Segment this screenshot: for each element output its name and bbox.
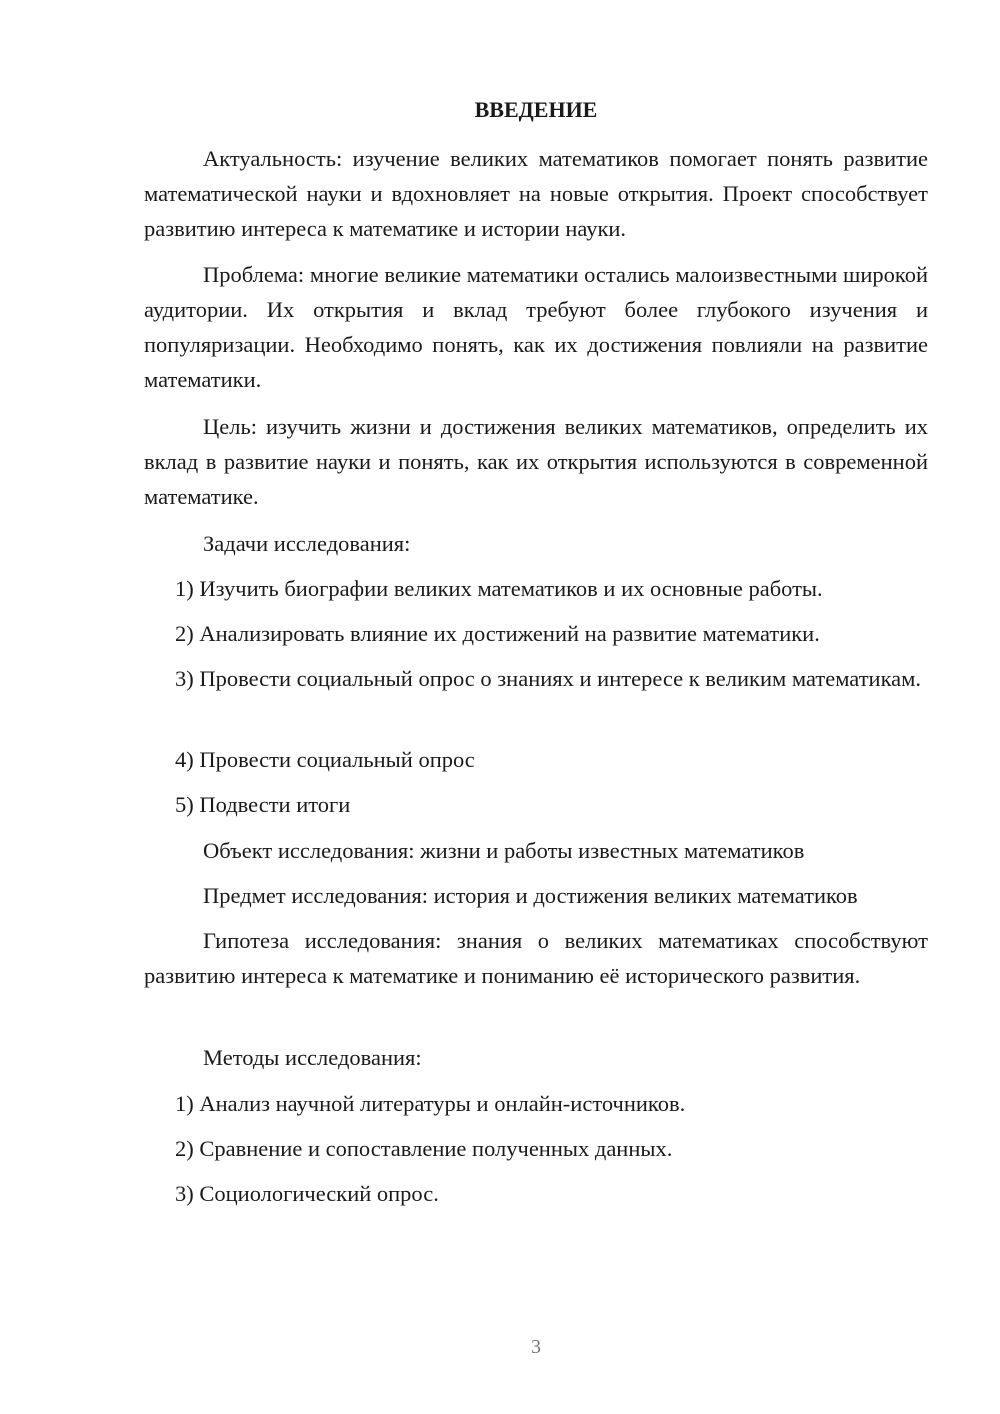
methods-heading: Методы исследования: (203, 1045, 422, 1070)
page-title: ВВЕДЕНИЕ (474, 97, 598, 122)
relevance-paragraph: Актуальность: изучение великих математиков помогает понять развитие математической науки и вдохновляет на новые открытия. Проект способствует развитию интереса к математике и истории науки. (144, 146, 928, 241)
tasks-heading: Задачи исследования: (203, 531, 411, 556)
task-item-2: 2) Анализировать влияние их достижений на развитие математики. (175, 621, 820, 646)
research-object: Объект исследования: жизни и работы известных математиков (203, 838, 805, 863)
problem-paragraph: Проблема: многие великие математики остались малоизвестными широкой аудитории. Их открытия и вклад требуют более глубокого изучения и популяризации. Необходимо понять, как их достижения повлияли на развитие математики. (144, 262, 928, 392)
method-item-2: 2) Сравнение и сопоставление полученных данных. (175, 1136, 673, 1161)
method-item-3: 3) Социологический опрос. (175, 1181, 439, 1206)
task-item-3: 3) Провести социальный опрос о знаниях и интересе к великим математикам. (175, 666, 922, 691)
task-item-4: 4) Провести социальный опрос (175, 747, 475, 772)
research-subject: Предмет исследования: история и достижения великих математиков (203, 883, 858, 908)
method-item-1: 1) Анализ научной литературы и онлайн-источников. (175, 1091, 686, 1116)
task-item-1: 1) Изучить биографии великих математиков и их основные работы. (175, 576, 823, 601)
page-number: 3 (531, 1336, 541, 1358)
task-item-5: 5) Подвести итоги (175, 792, 351, 817)
goal-paragraph: Цель: изучить жизни и достижения великих математиков, определить их вклад в развитие науки и понять, как их открытия используются в современной математике. (144, 414, 928, 509)
hypothesis-paragraph: Гипотеза исследования: знания о великих математиках способствуют развитию интереса к математике и пониманию её исторического развития. (144, 928, 928, 988)
